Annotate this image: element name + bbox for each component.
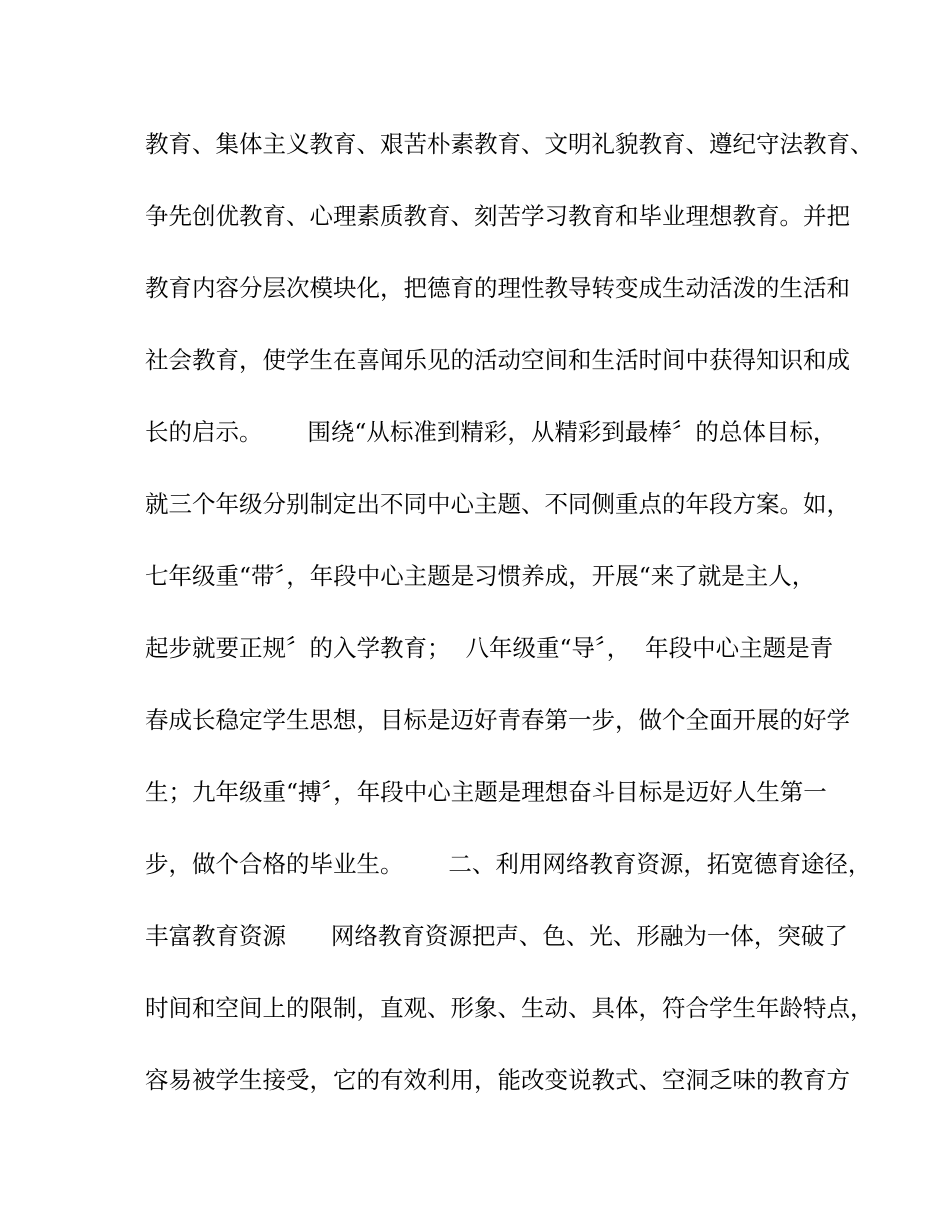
- text-line: 丰富教育资源 网络教育资源把声、色、光、形融为一体，突破了: [145, 922, 848, 950]
- text-line: 七年级重“带〞，年段中心主题是习惯养成，开展“来了就是主人，: [145, 562, 816, 590]
- text-line: 教育内容分层次模块化，把德育的理性教导转变成生动活泼的生活和: [145, 274, 850, 302]
- text-line: 就三个年级分别制定出不同中心主题、不同侧重点的年段方案。如，: [145, 490, 850, 518]
- text-line: 容易被学生接受，它的有效利用，能改变说教式、空洞乏味的教育方: [145, 1066, 850, 1094]
- text-line: 步，做个合格的毕业生。 二、利用网络教育资源，拓宽德育途径，: [145, 850, 872, 878]
- body-text: [145, 122, 874, 1130]
- text-line: 社会教育，使学生在喜闻乐见的活动空间和生活时间中获得知识和成: [145, 346, 850, 374]
- text-line: 生；九年级重“搏〞，年段中心主题是理想奋斗目标是迈好人生第一: [145, 778, 827, 806]
- text-line: 春成长稳定学生思想，目标是迈好青春第一步，做个全面开展的好学: [145, 706, 850, 734]
- text-line: 起步就要正规〞的入学教育； 八年级重“导〞， 年段中心主题是青: [145, 634, 834, 662]
- text-line: 教育、集体主义教育、艰苦朴素教育、文明礼貌教育、遵纪守法教育、: [145, 130, 874, 158]
- text-line: 长的启示。 围绕“从标准到精彩，从精彩到最棒〞的总体目标，: [145, 418, 837, 446]
- text-line: 争先创优教育、心理素质教育、刻苦学习教育和毕业理想教育。并把: [145, 202, 850, 230]
- text-line: 时间和空间上的限制，直观、形象、生动、具体，符合学生年龄特点，: [145, 994, 874, 1022]
